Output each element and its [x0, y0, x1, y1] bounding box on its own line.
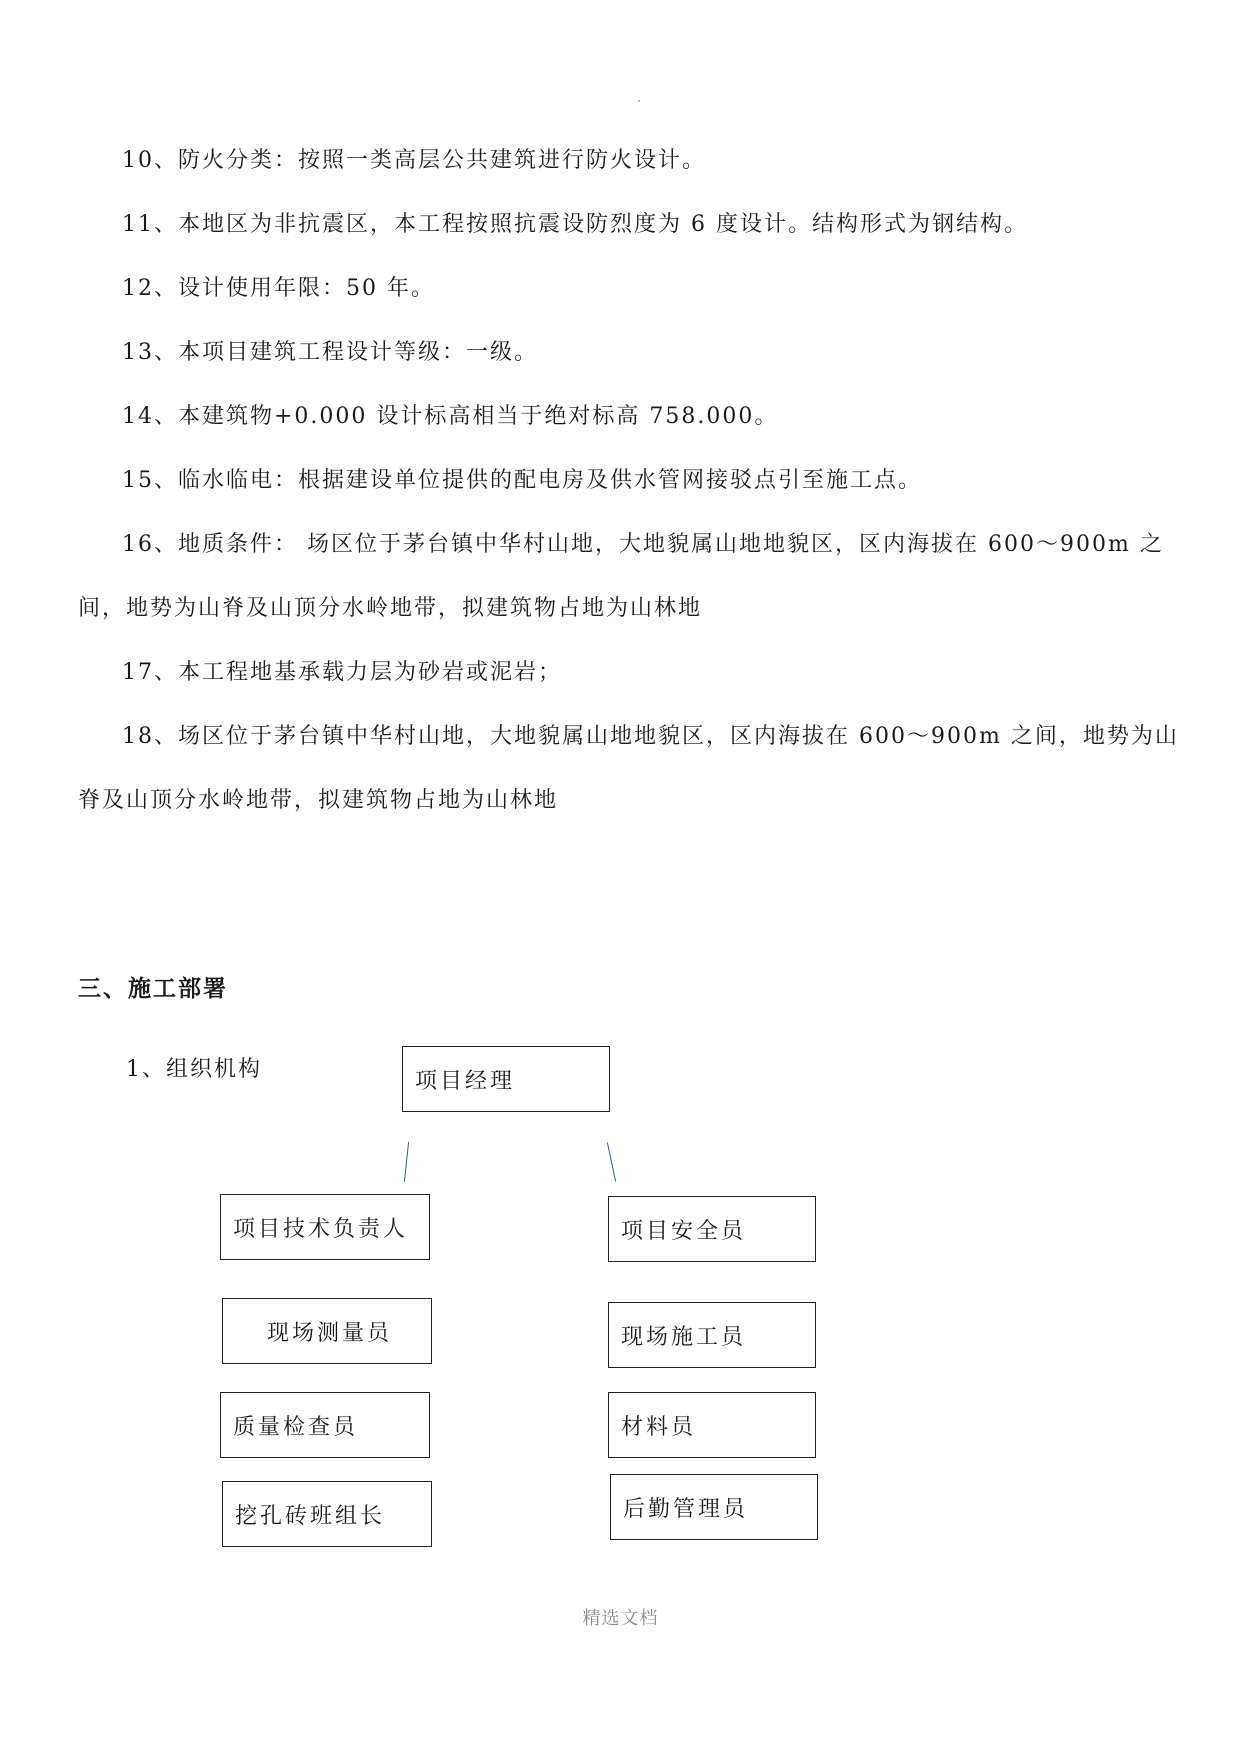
list-item	[78, 449, 1168, 513]
org-box-label: 现场施工员	[621, 1324, 747, 1350]
org-box-label: 后勤管理员	[623, 1496, 749, 1522]
item-14-text: 14、本建筑物+0.000 设计标高相当于绝对标高 758.000。	[122, 404, 779, 429]
list-item	[78, 321, 1168, 385]
list-item	[78, 705, 1179, 833]
org-box-site-constructor	[608, 1302, 816, 1368]
page-marker-dot	[638, 100, 640, 102]
org-box-quality-inspector	[220, 1392, 430, 1458]
item-12-text: 12、设计使用年限：50 年。	[122, 276, 435, 301]
org-box-safety-officer	[608, 1196, 816, 1262]
item-16-line2: 间，地势为山脊及山顶分水岭地带，拟建筑物占地为山林地	[78, 596, 703, 621]
item-17-text: 17、本工程地基承载力层为砂岩或泥岩；	[122, 660, 562, 685]
section-subheading: 1、组织机构	[126, 1057, 262, 1082]
org-box-label: 挖孔砖班组长	[235, 1503, 386, 1529]
item-18-line2: 脊及山顶分水岭地带，拟建筑物占地为山林地	[78, 788, 559, 813]
item-15-text: 15、临水临电：根据建设单位提供的配电房及供水管网接驳点引至施工点。	[122, 468, 922, 493]
org-box-materials-officer	[608, 1392, 816, 1458]
org-box-project-manager	[402, 1046, 610, 1112]
org-box-label: 项目安全员	[621, 1218, 747, 1244]
org-box-tech-lead	[220, 1194, 430, 1260]
list-item	[78, 129, 1168, 193]
item-18-line1: 18、场区位于茅台镇中华村山地，大地貌属山地地貌区，区内海拔在 600～900m 之间，地势为山	[122, 724, 1179, 749]
page-footer: 精选文档	[582, 1608, 659, 1629]
list-item	[78, 257, 1168, 321]
section-heading: 三、施工部署	[78, 976, 228, 1002]
org-box-label: 材料员	[621, 1414, 697, 1440]
org-box-label: 项目技术负责人	[233, 1216, 409, 1242]
org-box-surveyor	[222, 1298, 432, 1364]
list-item	[78, 641, 1168, 705]
list-item	[78, 385, 1168, 449]
list-item	[78, 513, 1168, 641]
item-16-line1: 16、地质条件： 场区位于茅台镇中华村山地，大地貌属山地地貌区，区内海拔在 600～900m 之	[122, 532, 1164, 557]
item-11-text: 11、本地区为非抗震区，本工程按照抗震设防烈度为 6 度设计。结构形式为钢结构。	[122, 212, 1028, 237]
org-box-label: 现场测量员	[267, 1320, 393, 1346]
org-connector-right	[607, 1142, 616, 1181]
org-box-team-leader	[222, 1481, 432, 1547]
org-box-label: 质量检查员	[233, 1414, 359, 1440]
item-13-text: 13、本项目建筑工程设计等级：一级。	[122, 340, 538, 365]
org-connector-left	[404, 1142, 409, 1182]
org-box-label: 项目经理	[415, 1068, 516, 1094]
list-item	[78, 193, 1168, 257]
item-10-text: 10、防火分类：按照一类高层公共建筑进行防火设计。	[122, 148, 706, 173]
org-box-logistics-manager	[610, 1474, 818, 1540]
